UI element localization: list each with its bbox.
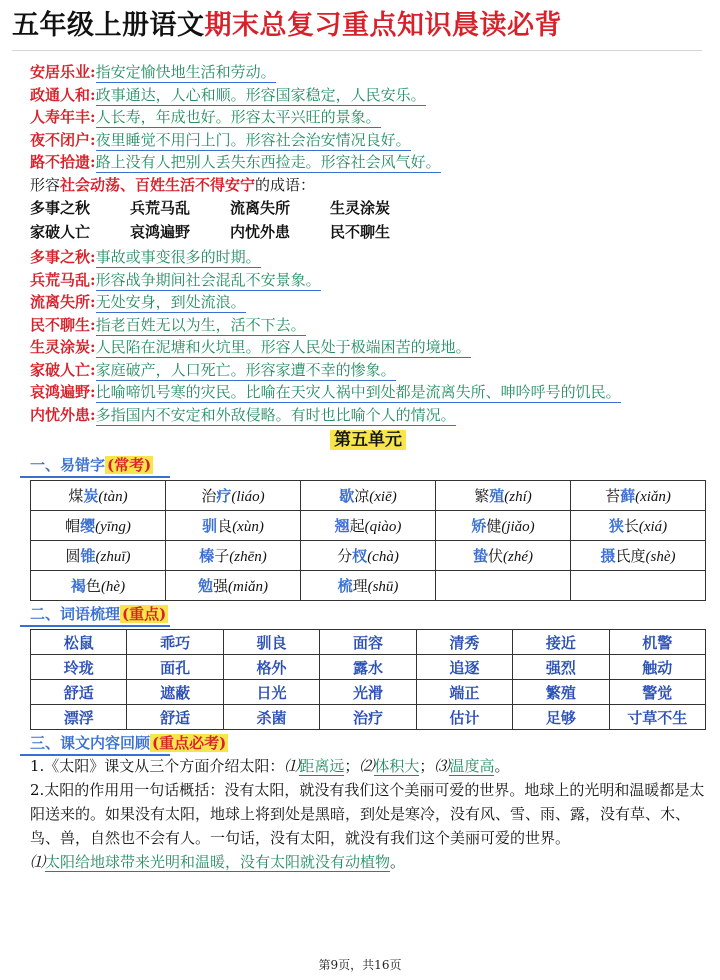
idiom-term: 内忧外患 — [30, 405, 91, 424]
answer-2: 体积大 — [374, 757, 420, 775]
review-line-1: 1.《太阳》课文从三个方面介绍太阳：⑴距离远；⑵体积大；⑶温度高。 — [30, 757, 510, 775]
char-cell: 治疗(liáo) — [166, 481, 301, 511]
char-cell: 驯良(xùn) — [166, 511, 301, 541]
idiom-term: 政通人和 — [30, 85, 91, 104]
idiom-def: 指安定愉快地生活和劳动。 — [95, 63, 276, 81]
idiom-def: 指老百姓无以为生，活不下去。 — [95, 315, 306, 334]
table-row — [31, 481, 706, 511]
table-row — [31, 655, 706, 680]
idiom-row: 民不聊生 : 指老百姓无以为生，活不下去。 — [30, 314, 706, 337]
idiom-term: 多事之秋 — [30, 248, 91, 266]
review-line-2: 2.太阳的作用用一句话概括：没有太阳，就没有我们这个美丽可爱的世界。地球上的光明和温暖都是太阳送来的。如果没有太阳，地球上将到处是黑暗，到处是寒冷，没有风、雪、雨、露，没有草、木、鸟、兽，自然也不会有人。一句话，没有太阳，就没有我们这个美丽可爱的世界。 — [30, 781, 705, 847]
word-cell: 舒适 — [31, 680, 127, 705]
char-cell: 帽缨(yīng) — [31, 511, 166, 541]
idiom-intro: 形容社会动荡、百姓生活不得安宁的成语： — [30, 175, 316, 194]
idiom-term: 路不拾遗 — [30, 153, 91, 171]
title-part1: 五年级上册语文 — [12, 10, 205, 41]
char-cell: 狭长(xiá) — [571, 511, 706, 541]
word-cell: 追逐 — [416, 655, 512, 680]
char-cell: 歇凉(xiē) — [301, 481, 436, 511]
idiom-row: 家破人亡 : 家庭破产，人口死亡。形容家遭不幸的惨象。 — [30, 359, 706, 382]
word-cell: 遮蔽 — [127, 680, 223, 705]
word-cell: 清秀 — [416, 630, 512, 655]
answer-1: 距离远 — [299, 757, 345, 775]
idiom-row: 路不拾遗 : 路上没有人把别人丢失东西捡走。形容社会风气好。 — [30, 151, 706, 174]
word-cell: 端正 — [416, 680, 512, 705]
word-cell: 面容 — [320, 630, 416, 655]
word-cell: 机警 — [609, 630, 705, 655]
word-cell: 杀菌 — [223, 705, 319, 730]
list-item: 内忧外患 — [230, 223, 291, 241]
word-cell: 光滑 — [320, 680, 416, 705]
char-cell: 圆锥(zhuī) — [31, 541, 166, 571]
idiom-def: 人民陷在泥塘和火坑里。形容人民处于极端困苦的境地。 — [95, 338, 471, 356]
word-cell: 繁殖 — [513, 680, 609, 705]
idiom-term: 夜不闭户 — [30, 130, 91, 149]
idiom-def: 夜里睡觉不用闩上门。形容社会治安情况良好。 — [95, 130, 411, 149]
review-line-3: ⑴太阳给地球带来光明和温暖，没有太阳就没有动植物。 — [30, 853, 406, 871]
word-cell: 强烈 — [513, 655, 609, 680]
answer-3: 温度高 — [449, 757, 495, 775]
list-item: 民不聊生 — [330, 223, 391, 241]
word-cell: 漂浮 — [31, 705, 127, 730]
section-heading-1: 一、易错字 (常考) — [30, 454, 706, 476]
idioms-bottom — [30, 246, 706, 426]
error-char-table — [30, 480, 706, 601]
idiom-list — [30, 196, 706, 244]
idiom-def: 事故或事变很多的时期。 — [95, 248, 261, 266]
char-cell: 翘起(qiào) — [301, 511, 436, 541]
section-tag: (重点必考) — [152, 734, 227, 752]
list-item: 兵荒马乱 — [130, 199, 191, 217]
word-cell: 舒适 — [127, 705, 223, 730]
idiom-term: 家破人亡 — [30, 360, 91, 379]
char-cell: 梳理(shū) — [301, 571, 436, 601]
idiom-def: 人长寿，年成也好。形容太平兴旺的景象。 — [95, 108, 381, 126]
idiom-term: 流离失所 — [30, 293, 91, 311]
idioms-top — [30, 61, 706, 174]
char-cell: 分杈(chà) — [301, 541, 436, 571]
char-cell: 摄氏度(shè) — [571, 541, 706, 571]
char-cell: 煤炭(tàn) — [31, 481, 166, 511]
char-cell: 蛰伏(zhé) — [436, 541, 571, 571]
idiom-term: 生灵涂炭 — [30, 338, 91, 356]
title-part2: 期末总复习重点知识晨读必背 — [204, 10, 562, 41]
word-table — [30, 629, 706, 730]
char-cell: 矫健(jiǎo) — [436, 511, 571, 541]
intro-highlight: 社会动荡、百姓生活不得安宁 — [60, 175, 256, 194]
section-heading-2: 二、词语梳理 (重点) — [30, 603, 706, 625]
idiom-def: 形容战争期间社会混乱不安景象。 — [95, 270, 321, 289]
word-cell: 松鼠 — [31, 630, 127, 655]
list-item: 哀鸿遍野 — [130, 223, 191, 241]
word-cell: 估计 — [416, 705, 512, 730]
title-divider — [12, 50, 702, 51]
answer-4: 太阳给地球带来光明和温暖，没有太阳就没有动植物 — [45, 853, 391, 871]
idiom-row: 哀鸿遍野 : 比喻啼饥号寒的灾民。比喻在天灾人祸中到处都是流离失所、呻吟呼号的饥民。 — [30, 381, 706, 404]
word-cell: 足够 — [513, 705, 609, 730]
idiom-row: 多事之秋 : 事故或事变很多的时期。 — [30, 246, 706, 269]
char-cell: 繁殖(zhí) — [436, 481, 571, 511]
section-tag: (常考) — [107, 456, 152, 474]
word-cell: 玲珑 — [31, 655, 127, 680]
char-cell: 苔藓(xiǎn) — [571, 481, 706, 511]
word-cell: 面孔 — [127, 655, 223, 680]
idiom-term: 兵荒马乱 — [30, 270, 91, 289]
word-cell: 触动 — [609, 655, 705, 680]
idiom-def: 路上没有人把别人丢失东西捡走。形容社会风气好。 — [95, 153, 441, 171]
word-cell: 乖巧 — [127, 630, 223, 655]
table-row — [31, 705, 706, 730]
word-cell: 日光 — [223, 680, 319, 705]
word-cell: 寸草不生 — [609, 705, 705, 730]
idiom-term: 哀鸿遍野 — [30, 383, 91, 401]
section-underline — [20, 476, 170, 478]
idiom-def: 多指国内不安定和外敌侵略。有时也比喻个人的情况。 — [95, 405, 456, 424]
idiom-row: 夜不闭户 : 夜里睡觉不用闩上门。形容社会治安情况良好。 — [30, 129, 706, 152]
idiom-row: 内忧外患 : 多指国内不安定和外敌侵略。有时也比喻个人的情况。 — [30, 404, 706, 427]
list-item: 流离失所 — [230, 199, 291, 217]
section-underline — [20, 754, 170, 756]
char-cell — [436, 571, 571, 601]
table-row — [31, 541, 706, 571]
table-row — [31, 511, 706, 541]
word-cell: 警觉 — [609, 680, 705, 705]
idiom-term: 人寿年丰 — [30, 108, 91, 126]
section-tag: (重点) — [122, 605, 167, 623]
idiom-def: 无处安身，到处流浪。 — [95, 293, 246, 311]
idiom-row: 政通人和 : 政事通达，人心和顺。形容国家稳定，人民安乐。 — [30, 84, 706, 107]
idiom-row: 流离失所 : 无处安身，到处流浪。 — [30, 291, 706, 314]
idiom-term: 安居乐业 — [30, 63, 91, 81]
unit-heading: 第五单元 — [30, 428, 706, 452]
idiom-def: 政事通达，人心和顺。形容国家稳定，人民安乐。 — [95, 85, 426, 104]
idiom-row: 安居乐业 : 指安定愉快地生活和劳动。 — [30, 61, 706, 84]
table-row — [31, 680, 706, 705]
idiom-term: 民不聊生 — [30, 315, 91, 334]
word-cell: 驯良 — [223, 630, 319, 655]
list-item: 生灵涂炭 — [330, 199, 391, 217]
char-cell: 榛子(zhēn) — [166, 541, 301, 571]
word-cell: 治疗 — [320, 705, 416, 730]
word-cell: 露水 — [320, 655, 416, 680]
word-cell: 接近 — [513, 630, 609, 655]
idiom-row: 生灵涂炭 : 人民陷在泥塘和火坑里。形容人民处于极端困苦的境地。 — [30, 336, 706, 359]
word-cell: 格外 — [223, 655, 319, 680]
idiom-def: 家庭破产，人口死亡。形容家遭不幸的惨象。 — [95, 360, 396, 379]
list-item: 多事之秋 — [30, 199, 91, 217]
table-row — [31, 630, 706, 655]
list-item: 家破人亡 — [30, 223, 91, 241]
idiom-def: 比喻啼饥号寒的灾民。比喻在天灾人祸中到处都是流离失所、呻吟呼号的饥民。 — [95, 383, 621, 401]
section-heading-3: 三、课文内容回顾 (重点必考) — [30, 732, 706, 754]
table-row — [31, 571, 706, 601]
section-underline — [20, 625, 170, 627]
char-cell: 勉强(miǎn) — [166, 571, 301, 601]
idiom-row: 人寿年丰 : 人长寿，年成也好。形容太平兴旺的景象。 — [30, 106, 706, 129]
idiom-row: 兵荒马乱 : 形容战争期间社会混乱不安景象。 — [30, 269, 706, 292]
page-title — [12, 6, 706, 46]
char-cell: 褐色(hè) — [31, 571, 166, 601]
char-cell — [571, 571, 706, 601]
page-footer: 第9页，共16页 — [318, 958, 402, 972]
